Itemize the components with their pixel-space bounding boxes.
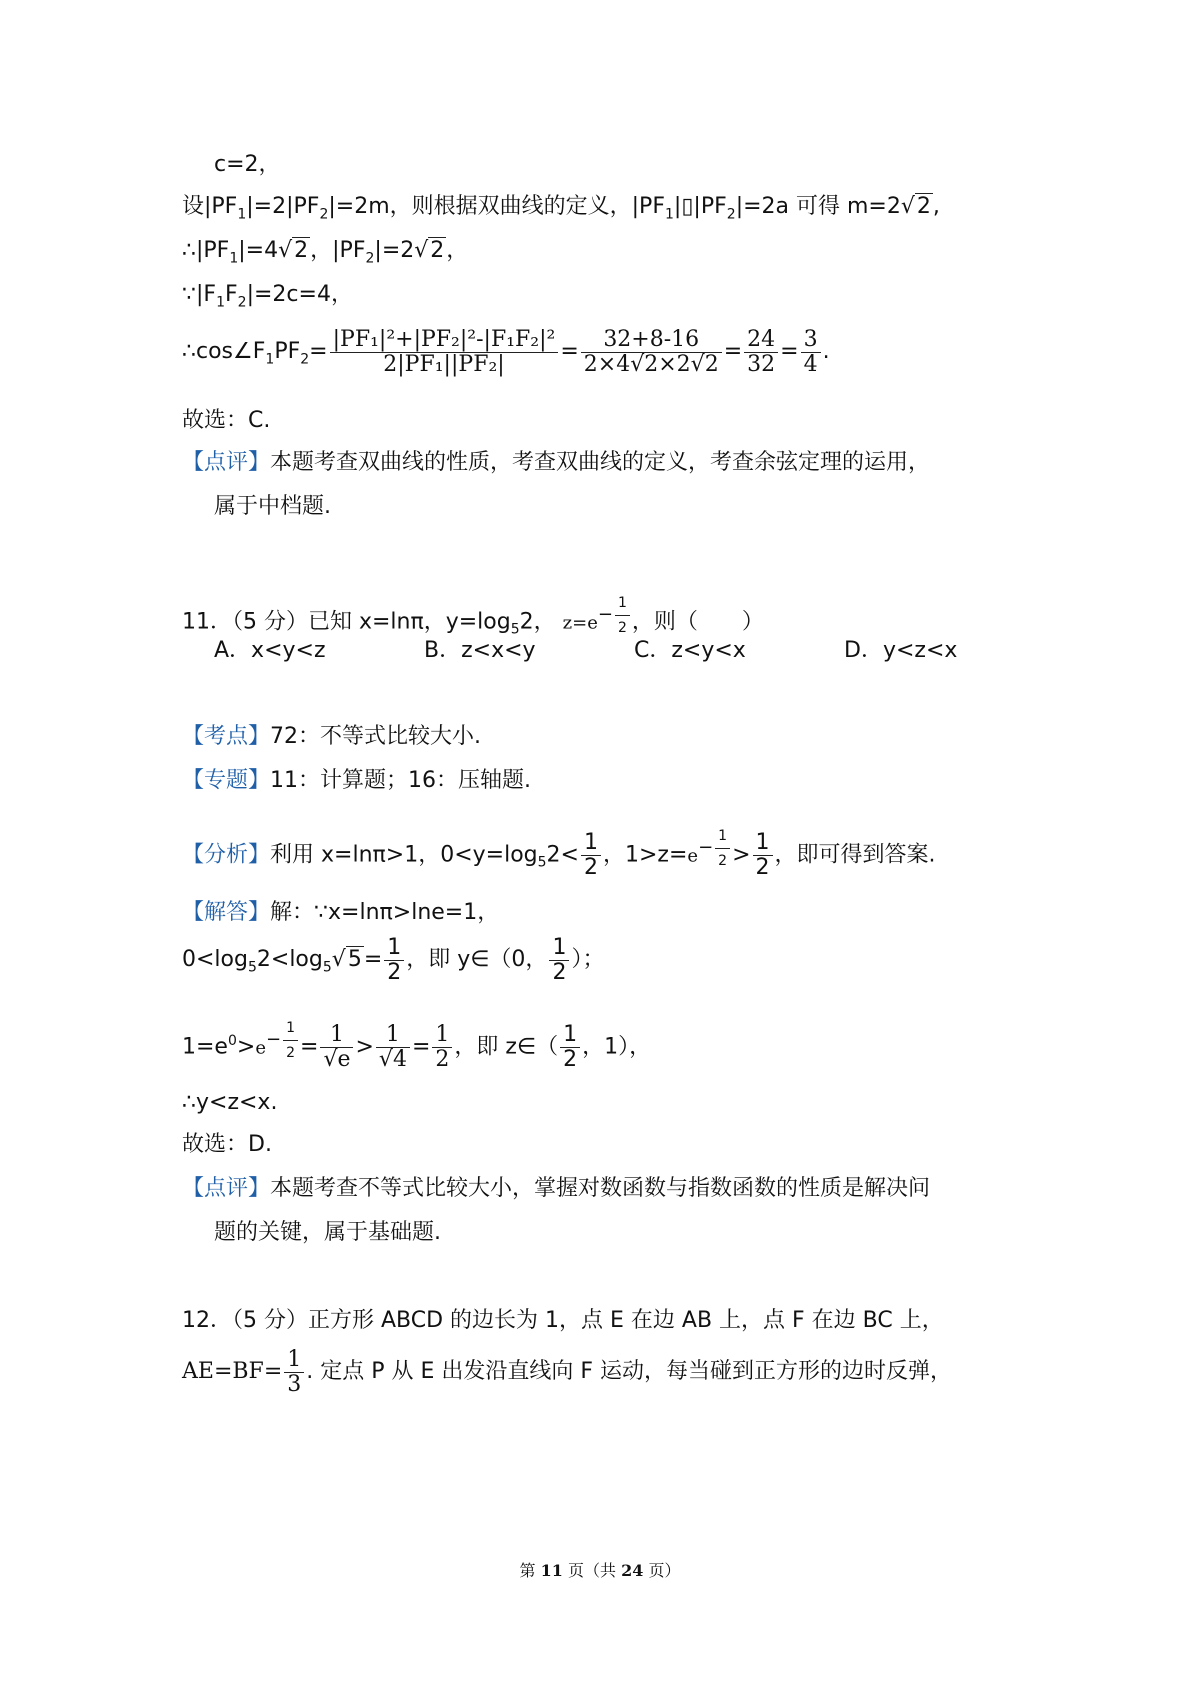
- line-cosine-formula: $\therefore\cos\angle F_1PF_2=$ $\frac{\text{|PF₁|²+|PF₂|²-|F₁F₂|²}}{\text{2|PF₁||PF₂|}}$ = $\frac{32+8-16}{2\times 4√2\times 2√2}$ = $\frac{24}{32}$ = $\frac{3}{4}$ .: [182, 326, 830, 377]
- fraction-3-4: $\frac{3}{4}$: [801, 328, 821, 377]
- question-11: 11．（5 分）已知 x=lnπ，$y=\log_52$， $z=e^{- \frac{1}{2}}$ ，则（ ）: [182, 590, 764, 655]
- review-10: 【点评】本题考查双曲线的性质，考查双曲线的定义，考查余弦定理的运用，: [182, 450, 931, 475]
- jieda-11: 【解答】解：∵x=lnπ>lne=1，: [182, 900, 500, 925]
- answer-11: 故选：D.: [182, 1132, 272, 1157]
- fenxi-11: 【分析】利用 x=lnπ>1，$0<y=\log_52<$ $\frac{1}{2}$ ，$1>z=e^{- \frac{1}{2}}$ > $\frac{1}{2}$ ，即可得到答案.: [182, 818, 936, 893]
- zhuanti-11: 【专题】11：计算题；16：压轴题.: [182, 768, 531, 793]
- page-footer: 第 11 页（共 24 页）: [519, 1561, 681, 1580]
- jieda-11-line3: $1=e^0>e^{- \frac{1}{2}}$ = $\frac{1}{√e}$ > $\frac{1}{√4}$ = $\frac{1}{2}$ ，即 z∈（ $\frac{1}{2}$ ，1），: [182, 1008, 651, 1080]
- choice-d[interactable]: D．y<z<x: [844, 638, 958, 663]
- choice-b[interactable]: B．z<x<y: [424, 638, 536, 663]
- jieda-11-conclusion: ∴y<z<x.: [182, 1090, 278, 1115]
- kaodian-11: 【考点】72：不等式比较大小.: [182, 724, 482, 749]
- review-10-cont: 属于中档题.: [214, 494, 331, 519]
- fraction-half: $\frac{1}{2}$: [581, 831, 601, 880]
- line-define-pf: 设$|PF_1|=2|PF_2|=2m$，则根据双曲线的定义，$|PF_1|▯|PF_2|=2a$ 可得 m=2√2,: [182, 194, 940, 223]
- fraction-cosine: $\frac{\text{|PF₁|²+|PF₂|²-|F₁F₂|²}}{\text{2|PF₁||PF₂|}}$: [330, 328, 559, 377]
- choice-c[interactable]: C．z<y<x: [634, 638, 746, 663]
- line-c2: c=2，: [214, 152, 281, 177]
- review-tag: 【点评】: [182, 450, 271, 475]
- fraction-numeric: $\frac{32+8-16}{2\times 4√2\times 2√2}$: [581, 328, 722, 377]
- line-f1f2: $\because|F_1F_2|=2c=4$，: [182, 282, 353, 311]
- choice-a[interactable]: A．x<y<z: [214, 638, 326, 663]
- fraction-24-32: $\frac{24}{32}$: [744, 328, 778, 377]
- line-pf-values: $\therefore|PF_1|=4√2$，$|PF_2|=2√2$，: [182, 238, 469, 267]
- question-12: 12．（5 分）正方形 ABCD 的边长为 1，点 E 在边 AB 上，点 F 在边 BC 上，: [182, 1308, 944, 1333]
- question-12-cont: AE=BF= $\frac{1}{3}$ . 定点 P 从 E 出发沿直线向 F 运动，每当碰到正方形的边时反弹，: [182, 1346, 953, 1397]
- choices-11: [214, 636, 1054, 666]
- review-11: 【点评】本题考查不等式比较大小，掌握对数函数与指数函数的性质是解决问: [182, 1176, 931, 1201]
- jieda-11-line2: $0<\log_52<\log_5√5=$ $\frac{1}{2}$ ，即 y∈（0， $\frac{1}{2}$ ）；: [182, 934, 605, 985]
- review-11-cont: 题的关键，属于基础题.: [214, 1220, 441, 1245]
- answer-10: 故选：C.: [182, 408, 271, 433]
